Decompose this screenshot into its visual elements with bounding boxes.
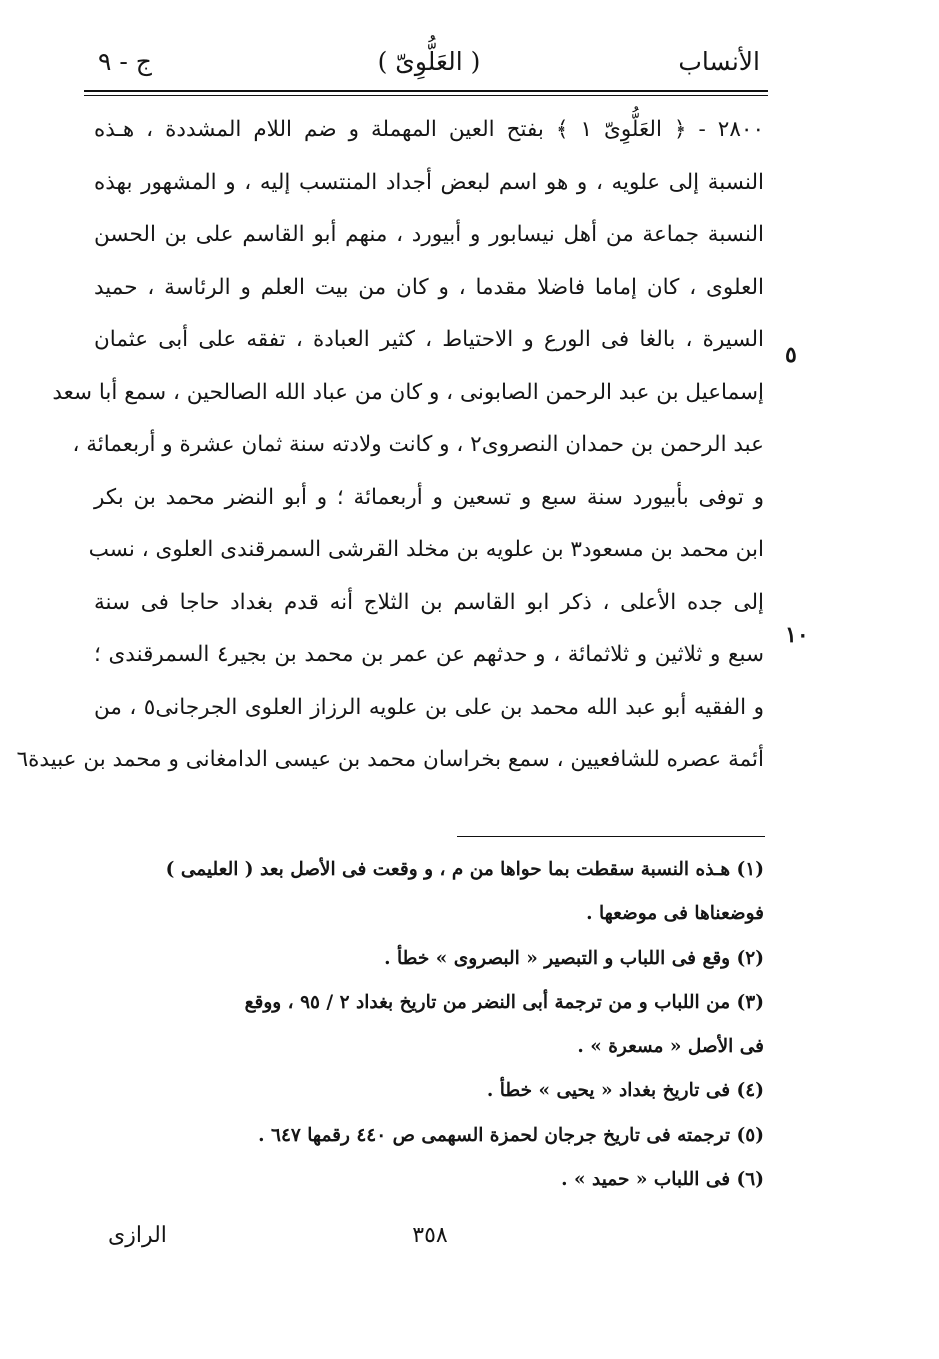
printer-mark: الرازى (108, 1223, 167, 1248)
text-line: السيرة ، بالغا فى الورع و الاحتياط ، كثير العبادة ، تفقه على أبى عثمان (94, 327, 764, 352)
text-line: ٢٨٠٠ - ﴿ العَلُّوِىّ ١ ﴾ بفتح العين المهملة و ضم اللام المشددة ، هـذه (94, 117, 764, 142)
footnote-line: فى الأصل « مسعرة » . (577, 1036, 764, 1058)
footnote-separator (457, 836, 765, 837)
text-line: ابن محمد بن مسعود٣ بن علويه بن مخلد القرشى السمرقندى العلوى ، نسب (88, 537, 764, 562)
page-number: ٣٥٨ (412, 1223, 448, 1248)
entry-title: ( العَلُّوِىّ ) (377, 47, 481, 76)
header-rule-thin (84, 95, 768, 96)
main-text (16, 104, 764, 787)
header-rule-thick (84, 90, 768, 92)
footnote-line: (٢) وقع فى اللباب و التبصير « البصروى » خطأ . (384, 947, 764, 969)
footnote-line: (١) هـذه النسبة سقطت بما حواها من م ، و وقعت فى الأصل بعد ( العليمى ) (165, 859, 764, 880)
text-line: النسبة إلى علويه ، و هو اسم لبعض أجداد المنتسب إليه ، و المشهور بهذه (94, 169, 764, 195)
footnote-line: (٤) فى تاريخ بغداد « يحيى » خطأ . (486, 1080, 764, 1102)
text-line: أئمة عصره للشافعيين ، سمع بخراسان محمد بن عيسى الدامغانى و محمد بن عبيدة٦ (16, 747, 764, 772)
text-line: سبع و ثلاثين و ثلاثمائة ، و حدثهم عن عمر بن محمد بن بجير٤ السمرقندى ؛ (94, 642, 764, 667)
text-line: و الفقيه أبو عبد الله محمد بن على بن علويه الرزاز العلوى الجرجانى٥ ، من (94, 694, 764, 720)
page-header (90, 42, 768, 86)
text-line: عبد الرحمن بن حمدان النصروى٢ ، و كانت ولادته سنة ثمان عشرة و أربعمائة ، (72, 432, 764, 457)
text-line: إسماعيل بن عبد الرحمن الصابونى ، و كان من عباد الله الصالحين ، سمع أبا سعد (52, 379, 764, 405)
line-number-5: ٥ (785, 342, 797, 368)
book-title: الأنساب (678, 47, 760, 76)
text-line: إلى جده الأعلى ، ذكر ابو القاسم بن الثلاج أنه قدم بغداد حاجا فى سنة (94, 589, 764, 615)
footnotes (86, 848, 764, 1202)
text-line: و توفى بأبيورد سنة سبع و تسعين و أربعمائة ؛ و أبو النضر محمد بن بكر (94, 484, 764, 510)
footnote-line: (٥) ترجمته فى تاريخ جرجان لحمزة السهمى ص ٤٤٠ رقمها ٦٤٧ . (258, 1124, 764, 1146)
footnote-line: فوضعناها فى موضعها . (586, 903, 764, 925)
line-number-10: ١٠ (785, 622, 809, 648)
text-line: العلوى ، كان إماما فاضلا مقدما ، و كان من بيت العلم و الرئاسة ، حميد (94, 274, 764, 300)
page-footer (100, 1218, 770, 1258)
volume-number: ج - ٩ (98, 47, 152, 76)
text-line: النسبة جماعة من أهل نيسابور و أبيورد ، منهم أبو القاسم على بن الحسن (94, 222, 764, 247)
footnote-line: (٦) فى اللباب « حميد » . (561, 1169, 764, 1191)
footnote-line: (٣) من اللباب و من ترجمة أبى النضر من تاريخ بغداد ٢ / ٩٥ ، ووقع (244, 991, 764, 1013)
